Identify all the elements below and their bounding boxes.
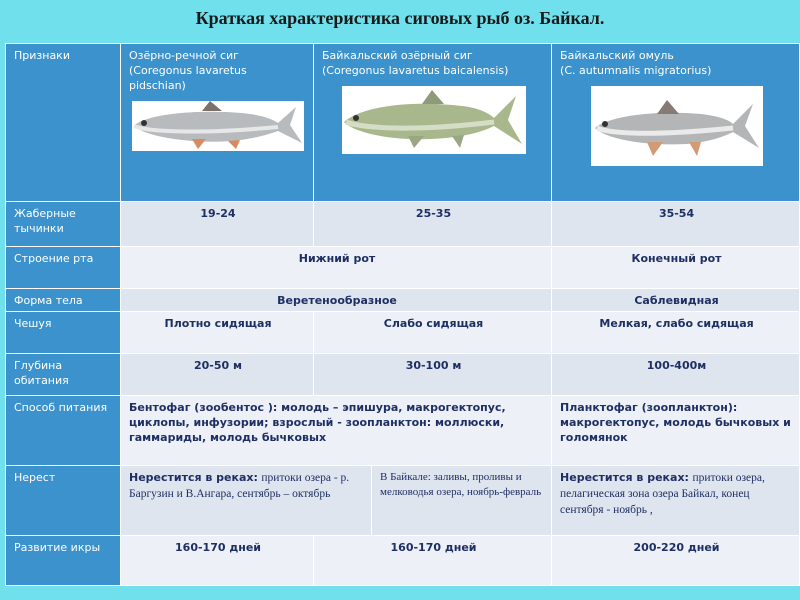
fish-1-name: Озёрно-речной сиг (129, 49, 239, 62)
spawn-fish-1-text: притоки озера - р. Баргузин и В.Ангара, сентябрь – октябрь (129, 472, 350, 500)
row-label-spawn: Нерест (6, 466, 121, 536)
row-eggs (6, 536, 800, 586)
mouth-fish-3: Конечный рот (552, 247, 800, 289)
spawn-fish-2-lead: В Байкале: (380, 471, 431, 483)
gill-fish-1: 19-24 (121, 202, 314, 247)
fish-3-image (591, 86, 763, 166)
gill-fish-2: 25-35 (314, 202, 552, 247)
fish-3-latin: (C. autumnalis migratorius) (560, 64, 712, 77)
depth-fish-2: 30-100 м (314, 354, 552, 396)
row-body (6, 289, 800, 312)
scales-fish-3: Мелкая, слабо сидящая (552, 312, 800, 354)
row-food (6, 396, 800, 466)
row-scales (6, 312, 800, 354)
body-fish-3: Саблевидная (552, 289, 800, 312)
header-fish-2 (314, 44, 552, 202)
spawn-fish-1-lead: Нерестится в реках: (129, 471, 258, 484)
spawn-fish-3-lead: Нерестится в реках: (560, 471, 689, 484)
row-label-eggs: Развитие икры (6, 536, 121, 586)
eggs-fish-1: 160-170 дней (121, 536, 314, 586)
fish-2-name: Байкальский озёрный сиг (322, 49, 473, 62)
fish-3-name: Байкальский омуль (560, 49, 674, 62)
row-label-scales: Чешуя (6, 312, 121, 354)
scales-fish-1: Плотно сидящая (121, 312, 314, 354)
spawn-fish-2-text: заливы, проливы и мелководья озера, ноябрь-февраль (380, 471, 542, 498)
row-label-gill: Жаберные тычинки (6, 202, 121, 247)
row-label-depth: Глубина обитания (6, 354, 121, 396)
row-label-mouth: Строение рта (6, 247, 121, 289)
characteristics-table (5, 43, 800, 586)
depth-fish-3: 100-400м (552, 354, 800, 396)
body-fish-1-2: Веретенообразное (121, 289, 552, 312)
depth-fish-1: 20-50 м (121, 354, 314, 396)
row-mouth (6, 247, 800, 289)
fish-1-latin: (Coregonus lavaretus pidschian) (129, 64, 247, 92)
gill-fish-3: 35-54 (552, 202, 800, 247)
eggs-fish-3: 200-220 дней (552, 536, 800, 586)
food-fish-3: Планктофаг (зоопланктон): макрогектопус, молодь бычковых и голомянок (552, 396, 800, 466)
page-title: Краткая характеристика сиговых рыб оз. Байкал. (195, 8, 605, 28)
header-fish-3 (552, 44, 800, 202)
row-label-body: Форма тела (6, 289, 121, 312)
fish-2-image (342, 86, 526, 154)
row-gill (6, 202, 800, 247)
eggs-fish-2: 160-170 дней (314, 536, 552, 586)
spawn-fish-2 (372, 466, 552, 536)
spawn-fish-1 (121, 466, 372, 536)
row-depth (6, 354, 800, 396)
spawn-fish-3 (552, 466, 800, 536)
header-feature: Признаки (6, 44, 121, 202)
fish-1-image (132, 101, 304, 151)
row-label-food: Способ питания (6, 396, 121, 466)
food-fish-1-2: Бентофаг (зообентос ): молодь – эпишура, макрогектопус, циклопы, инфузории; взрослый - зоопланктон: моллюски, гаммариды, молодь бычковых (121, 396, 552, 466)
scales-fish-2: Слабо сидящая (314, 312, 552, 354)
fish-2-latin: (Coregonus lavaretus baicalensis) (322, 64, 509, 77)
header-fish-1 (121, 44, 314, 202)
spawn-fish-3-text: притоки озера, пелагическая зона озера Байкал, конец сентября - ноябрь , (560, 472, 765, 516)
table-header-row (6, 44, 800, 202)
mouth-fish-1-2: Нижний рот (121, 247, 552, 289)
row-spawn (6, 466, 800, 536)
